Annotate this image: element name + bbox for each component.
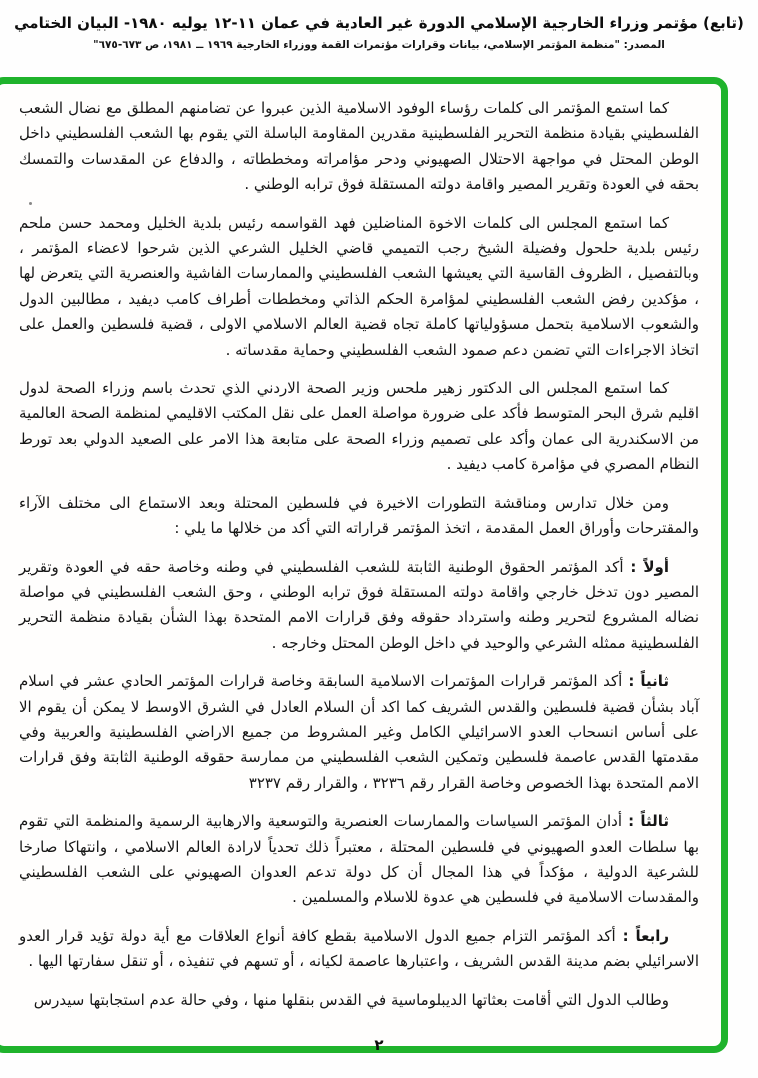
paragraph: كما استمع المجلس الى الدكتور زهير ملحس وزير الصحة الاردني الذي تحدث باسم وزراء الصحة لدول اقليم شرق البحر المتوسط فأكد على ضرورة مواصلة العمل على نقل المكتب الاقليمي لمنظمة الصحة العالمية من الاسكندرية الى عمان وأكد على تصميم وزراء الصحة على متابعة هذا الامر على الصعيد الدولي بعد تورط النظام المصري في مؤامرة كامب ديفيد . (19, 379, 699, 474)
green-border-frame (0, 77, 728, 1053)
paragraph: وطالب الدول التي أقامت بعثاتها الديبلوماسية في القدس بنقلها منها ، وفي حالة عدم استجابتها سيدرس (33, 990, 669, 1009)
paragraph: ثالثاً : أدان المؤتمر السياسات والممارسات العنصرية والتوسعية والارهابية الرسمية والمنظمة التي تقوم بها سلطات العدو الصهيوني في فلسطين المحتلة ، معتبراً ذلك تحدياً لارادة العالم الاسلامي ، وانتهاكا صارخا للشرعية الدولية ، مؤكداً في هذا المجال أن كل دولة تدعم العدوان الصهيوني على الشعب الفلسطيني والمقدسات الاسلامية في فلسطين هي عدوة للاسلام والمسلمين . (19, 812, 699, 907)
document-header (0, 12, 758, 51)
scan-artifact-dot (29, 202, 32, 205)
paragraph: كما استمع المؤتمر الى كلمات رؤساء الوفود الاسلامية الذين عبروا عن تضامنهم المطلق مع نضال الشعب الفلسطيني بقيادة منظمة التحرير الفلسطينية مقدرين المقاومة الباسلة التي يقوم بها الشعب الفلسطيني داخل الوطن المحتل في مواجهة الاحتلال الصهيوني ودحر مؤامراته ومخططاته ، والدفاع عن المقدسات والتمسك بحقه في العودة وتقرير المصير واقامة دولته المستقلة فوق ترابه الوطني . (19, 99, 699, 194)
document-title: (تابع) مؤتمر وزراء الخارجية الإسلامي الدورة غير العادية في عمان ١١-١٢ يوليه ١٩٨٠- البيان الختامي (14, 14, 744, 32)
page-number: ٢ (374, 1036, 384, 1054)
paragraph: ثانياً : أكد المؤتمر قرارات المؤتمرات الاسلامية السابقة وخاصة قرارات المؤتمر الحادي عشر في اسلام آباد بشأن قضية فلسطين والقدس الشريف كما اكد أن السلام العادل في الشرق الاوسط لا يمكن أن يقوم الا على أساس انسحاب العدو الاسرائيلي الكامل وغير المشروط من جميع الاراضي الفلسطينية والعربية وفي مقدمتها القدس عاصمة فلسطين وتمكين الشعب الفلسطيني من ممارسة حقوقه الوطنية الثابتة وفق قرارات الامم المتحدة بهذا الخصوص وخاصة القرار رقم ٣٢٣٦ ، والقرار رقم ٣٢٣٧ (19, 672, 699, 792)
ordinal-label: ثالثاً : (621, 812, 669, 831)
paragraph: كما استمع المجلس الى كلمات الاخوة المناضلين فهد القواسمه رئيس بلدية الخليل ومحمد حسن ملحم رئيس بلدية حلحول وفضيلة الشيخ رجب التميمي قاضي الخليل الشرعي الذين شرحوا لاعضاء المؤتمر ، وبالتفصيل ، الظروف القاسية التي يعيشها الشعب الفلسطيني والممارسات الفاشية والعنصرية التي يتعرض لها ، مؤكدين رفض الشعب الفلسطيني لمؤامرة الحكم الذاتي ومخططات أطراف كامب ديفيد ، مطالبين الدول والشعوب الاسلامية بتحمل مسؤولياتها كاملة تجاه قضية العالم الاسلامي الاولى ، قضية فلسطين والعمل على اتخاذ الاجراءات التي تضمن دعم صمود الشعب الفلسطيني وحماية مقدساته . (19, 213, 699, 359)
paragraph: أولاً : أكد المؤتمر الحقوق الوطنية الثابتة للشعب الفلسطيني في وطنه وخاصة حقه في العودة وتقرير المصير دون تدخل خارجي واقامة دولته المستقلة فوق ترابه الوطني ، وحق الشعب الفلسطيني في مواصلة نضاله المشروع لتحرير وطنه واسترداد حقوقه وفق قرارات الامم المتحدة بهذا الشأن بقيادة منظمة التحرير الفلسطينية ممثله الشرعي والوحيد في داخل الوطن المحتل وخارجه . (19, 557, 699, 652)
document-source-line: المصدر: "منظمة المؤتمر الإسلامي، بيانات وقرارات مؤتمرات القمة ووزراء الخارجية ١٩٦٩ ــ ١٩٨١، ص ٦٧٣-٦٧٥" (93, 39, 665, 51)
ordinal-label: رابعاً : (615, 926, 669, 945)
ordinal-label: أولاً : (623, 557, 670, 576)
document-body (19, 96, 699, 1013)
ordinal-label: ثانياً : (622, 672, 669, 691)
paragraph: رابعاً : أكد المؤتمر التزام جميع الدول الاسلامية بقطع كافة أنواع العلاقات مع أية دولة تؤيد قرار العدو الاسرائيلي بضم مدينة القدس الشريف ، واعتبارها عاصمة لكيانه ، أو تسهم في تنفيذه ، أو تنقل سفارتها اليها . (19, 926, 699, 971)
paragraph: ومن خلال تدارس ومناقشة التطورات الاخيرة في فلسطين المحتلة وبعد الاستماع الى مختلف الآراء والمقترحات وأوراق العمل المقدمة ، اتخذ المؤتمر قراراته التي أكد من خلالها ما يلي : (19, 493, 699, 538)
